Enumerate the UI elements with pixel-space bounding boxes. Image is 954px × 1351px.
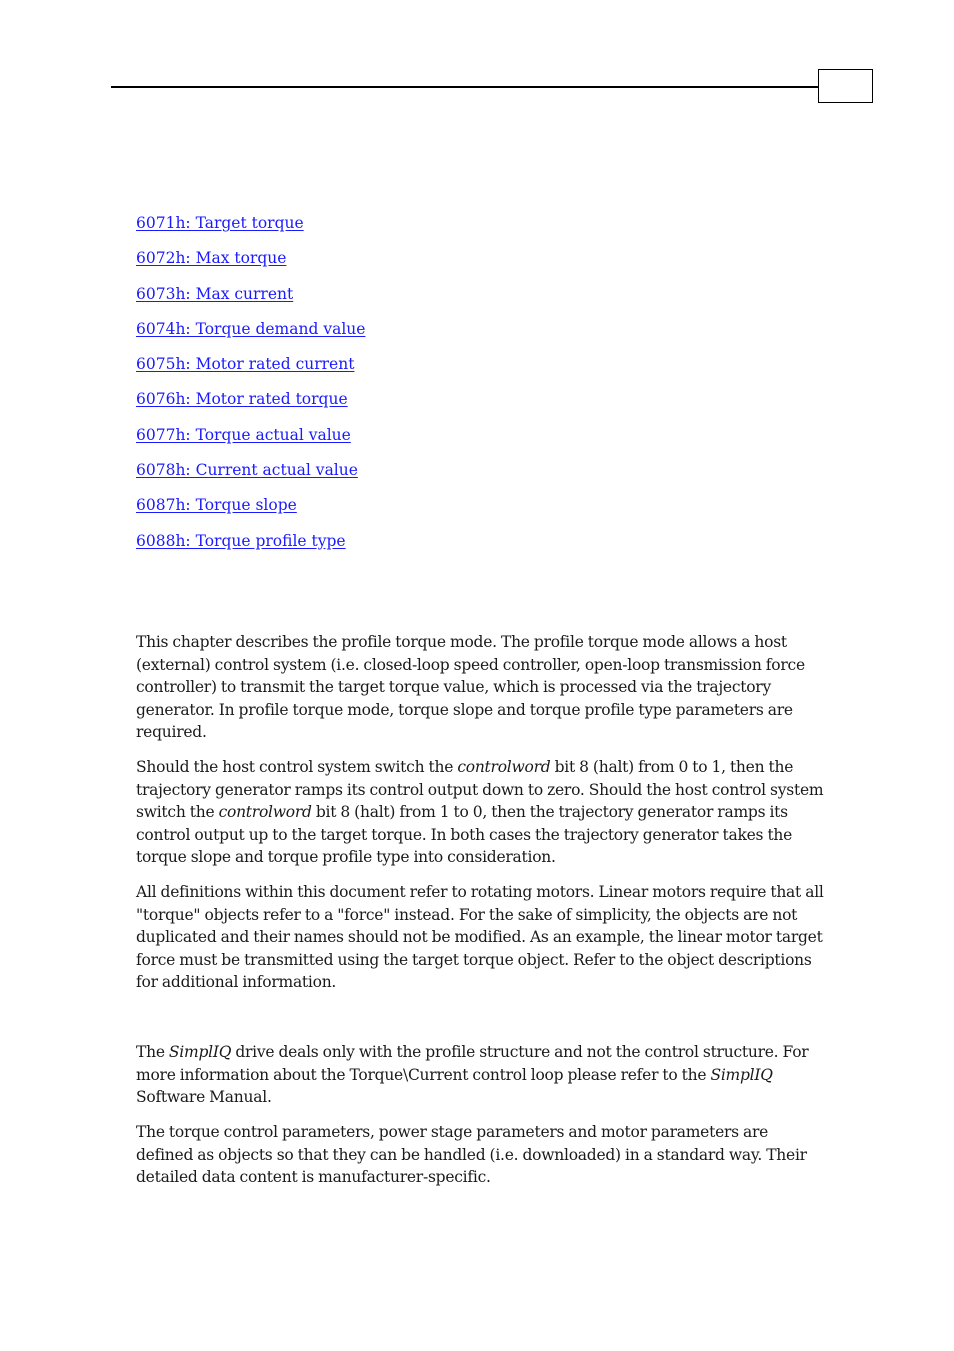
list-item bbox=[136, 212, 365, 247]
list-item bbox=[136, 494, 365, 529]
list-item bbox=[136, 283, 365, 318]
link-6088h-torque-profile-type[interactable]: 6088h: Torque profile type bbox=[136, 531, 346, 550]
link-6087h-torque-slope[interactable]: 6087h: Torque slope bbox=[136, 496, 297, 515]
paragraph-emphasis: controlword bbox=[457, 758, 551, 776]
paragraph-text: drive deals only with the profile structure and not the control structure. For more information about the Torque\Current control loop please refer to the bbox=[136, 1043, 809, 1084]
list-item bbox=[136, 318, 365, 353]
link-6077h-torque-actual-value[interactable]: 6077h: Torque actual value bbox=[136, 425, 351, 444]
paragraph-text: bit 8 (halt) from 0 to 1, then the trajectory generator ramps its control output down to zero. Should the host control system switch the bbox=[136, 758, 824, 821]
list-item bbox=[136, 353, 365, 388]
link-6072h-max-torque[interactable]: 6072h: Max torque bbox=[136, 249, 287, 268]
list-item bbox=[136, 247, 365, 282]
list-item bbox=[136, 530, 365, 565]
list-item bbox=[136, 424, 365, 459]
paragraph-text: Software Manual. bbox=[136, 1088, 272, 1106]
paragraph-text: bit 8 (halt) from 1 to 0, then the trajectory generator ramps its control output up to the target torque. In both cases the trajectory generator takes the torque slope and torque profile type into consideration. bbox=[136, 803, 793, 866]
paragraph-profile-torque-intro: This chapter describes the profile torque mode. The profile torque mode allows a host (external) control system (i.e. closed-loop speed controller, open-loop transmission force controller) to transmit the target torque value, which is processed via the trajectory generator. In profile torque mode, torque slope and torque profile type parameters are required. bbox=[136, 633, 805, 741]
link-6078h-current-actual-value[interactable]: 6078h: Current actual value bbox=[136, 461, 358, 480]
page-number-box bbox=[818, 69, 873, 103]
link-6075h-motor-rated-current[interactable]: 6075h: Motor rated current bbox=[136, 355, 355, 374]
paragraph-emphasis: SimplIQ bbox=[710, 1065, 773, 1084]
list-item bbox=[136, 459, 365, 494]
paragraph-linear-motors: All definitions within this document refer to rotating motors. Linear motors require that all "torque" objects refer to a "force" instead. For the sake of simplicity, the objects are not duplicated and their names should not be modified. As an example, the linear motor target force must be transmitted using the target torque object. Refer to the object descriptions for additional information. bbox=[136, 883, 824, 991]
paragraph-emphasis: SimplIQ bbox=[168, 1043, 232, 1061]
object-link-list bbox=[136, 212, 365, 565]
paragraph-text: The bbox=[136, 1043, 169, 1061]
paragraph-simpliq-profile bbox=[136, 1041, 826, 1109]
paragraph-halt-behavior bbox=[136, 756, 826, 869]
list-item bbox=[136, 388, 365, 423]
link-6076h-motor-rated-torque[interactable]: 6076h: Motor rated torque bbox=[136, 390, 348, 409]
link-6074h-torque-demand-value[interactable]: 6074h: Torque demand value bbox=[136, 319, 366, 338]
paragraph-control-parameters: The torque control parameters, power stage parameters and motor parameters are defined as objects so that they can be handled (i.e. downloaded) in a standard way. Their detailed data content is manufacturer-specific. bbox=[136, 1123, 807, 1186]
header-rule bbox=[111, 86, 819, 88]
link-6071h-target-torque[interactable]: 6071h: Target torque bbox=[136, 214, 304, 232]
paragraph-text: Should the host control system switch the bbox=[136, 758, 458, 776]
link-6073h-max-current[interactable]: 6073h: Max current bbox=[136, 284, 294, 303]
paragraph-emphasis: controlword bbox=[218, 803, 312, 821]
